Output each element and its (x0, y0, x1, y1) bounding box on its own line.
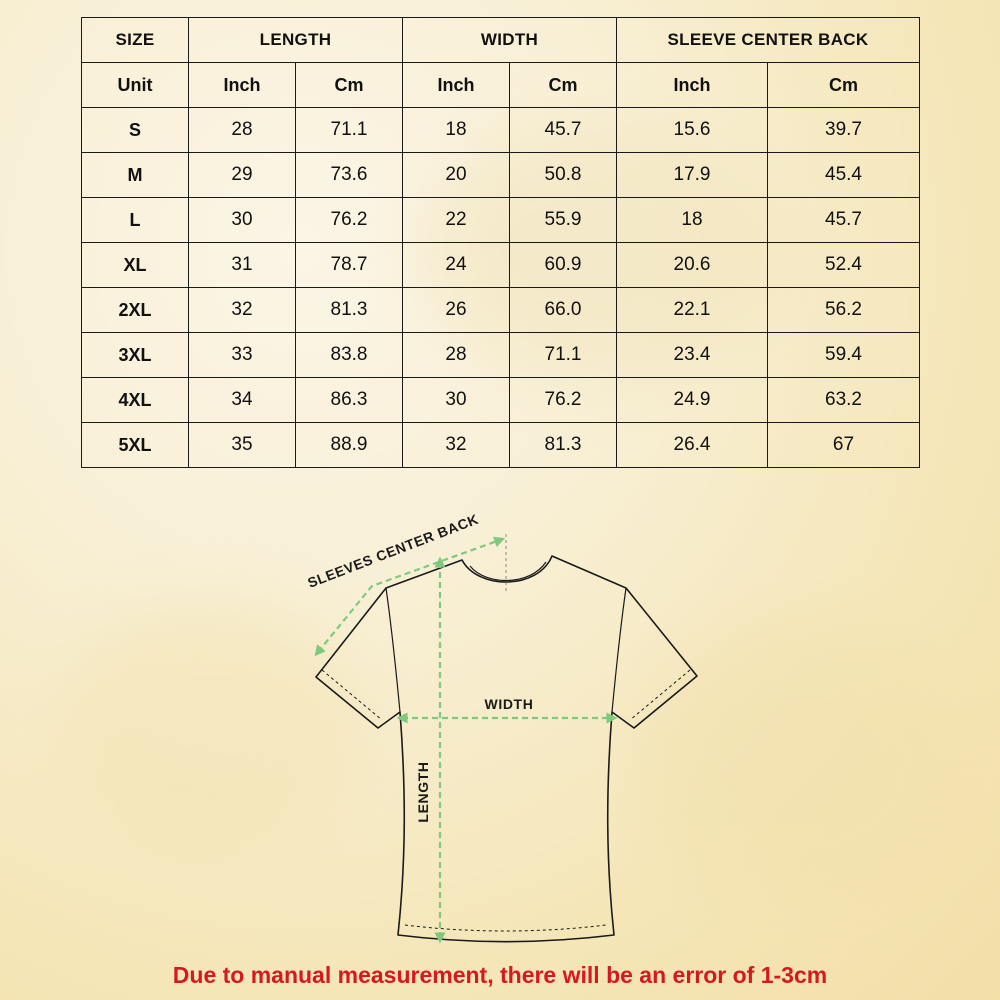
measurement-note: Due to manual measurement, there will be an error of 1-3cm (172, 962, 828, 988)
unit-width-cm: Cm (510, 63, 617, 108)
sleeve-label: SLEEVES CENTER BACK (305, 510, 481, 591)
table-row (82, 288, 920, 333)
width-inch-cell: 18 (403, 108, 510, 153)
sleeve-inch-cell: 15.6 (617, 108, 768, 153)
length-inch-cell: 29 (189, 153, 296, 198)
table-header-row (82, 18, 920, 63)
table-row (82, 153, 920, 198)
width-inch-cell: 20 (403, 153, 510, 198)
width-cm-cell: 60.9 (510, 243, 617, 288)
width-inch-cell: 32 (403, 423, 510, 468)
unit-sleeve-cm: Cm (768, 63, 920, 108)
length-inch-cell: 32 (189, 288, 296, 333)
sleeve-cm-cell: 63.2 (768, 378, 920, 423)
unit-width-inch: Inch (403, 63, 510, 108)
sleeve-cm-cell: 52.4 (768, 243, 920, 288)
size-chart-table (81, 17, 920, 468)
size-cell: XL (82, 243, 189, 288)
length-cm-cell: 83.8 (296, 333, 403, 378)
table-row (82, 423, 920, 468)
sleeve-cm-cell: 45.7 (768, 198, 920, 243)
unit-label: Unit (82, 63, 189, 108)
width-label: WIDTH (484, 696, 534, 712)
table-row (82, 108, 920, 153)
sleeve-inch-cell: 24.9 (617, 378, 768, 423)
shoulder-seam-left (386, 588, 400, 712)
length-cm-cell: 81.3 (296, 288, 403, 333)
sleeve-cm-cell: 45.4 (768, 153, 920, 198)
width-cm-cell: 81.3 (510, 423, 617, 468)
header-size: SIZE (82, 18, 189, 63)
length-inch-cell: 33 (189, 333, 296, 378)
width-inch-cell: 30 (403, 378, 510, 423)
sleeve-inch-cell: 26.4 (617, 423, 768, 468)
width-inch-cell: 28 (403, 333, 510, 378)
size-cell: S (82, 108, 189, 153)
width-cm-cell: 76.2 (510, 378, 617, 423)
sleeve-inch-cell: 18 (617, 198, 768, 243)
length-cm-cell: 78.7 (296, 243, 403, 288)
length-inch-cell: 30 (189, 198, 296, 243)
hem-stitch (405, 925, 606, 931)
unit-length-cm: Cm (296, 63, 403, 108)
sleeve-cm-cell: 67 (768, 423, 920, 468)
unit-sleeve-inch: Inch (617, 63, 768, 108)
length-label: LENGTH (415, 761, 431, 823)
size-cell: 4XL (82, 378, 189, 423)
shoulder-seam-right (612, 588, 626, 712)
sleeve-inch-cell: 20.6 (617, 243, 768, 288)
width-cm-cell: 50.8 (510, 153, 617, 198)
sleeve-inch-cell: 23.4 (617, 333, 768, 378)
header-sleeve-center-back: SLEEVE CENTER BACK (617, 18, 920, 63)
collar-rib (470, 562, 546, 581)
width-inch-cell: 26 (403, 288, 510, 333)
table-row (82, 243, 920, 288)
length-inch-cell: 31 (189, 243, 296, 288)
sleeve-inch-cell: 22.1 (617, 288, 768, 333)
size-cell: L (82, 198, 189, 243)
length-cm-cell: 76.2 (296, 198, 403, 243)
table-row (82, 333, 920, 378)
sleeve-cm-cell: 39.7 (768, 108, 920, 153)
background-blob (640, 620, 960, 900)
unit-length-inch: Inch (189, 63, 296, 108)
width-inch-cell: 22 (403, 198, 510, 243)
header-width: WIDTH (403, 18, 617, 63)
size-cell: 3XL (82, 333, 189, 378)
sleeve-arrow (318, 540, 500, 652)
length-inch-cell: 34 (189, 378, 296, 423)
width-inch-cell: 24 (403, 243, 510, 288)
size-cell: 2XL (82, 288, 189, 333)
sleeve-cm-cell: 59.4 (768, 333, 920, 378)
width-cm-cell: 71.1 (510, 333, 617, 378)
width-cm-cell: 55.9 (510, 198, 617, 243)
table-row (82, 378, 920, 423)
size-cell: M (82, 153, 189, 198)
background-blob (60, 600, 360, 860)
size-cell: 5XL (82, 423, 189, 468)
width-cm-cell: 66.0 (510, 288, 617, 333)
length-cm-cell: 88.9 (296, 423, 403, 468)
length-cm-cell: 71.1 (296, 108, 403, 153)
table-unit-row (82, 63, 920, 108)
width-cm-cell: 45.7 (510, 108, 617, 153)
length-cm-cell: 86.3 (296, 378, 403, 423)
length-inch-cell: 35 (189, 423, 296, 468)
sleeve-inch-cell: 17.9 (617, 153, 768, 198)
length-inch-cell: 28 (189, 108, 296, 153)
sleeve-cm-cell: 56.2 (768, 288, 920, 333)
header-length: LENGTH (189, 18, 403, 63)
table-row (82, 198, 920, 243)
length-cm-cell: 73.6 (296, 153, 403, 198)
